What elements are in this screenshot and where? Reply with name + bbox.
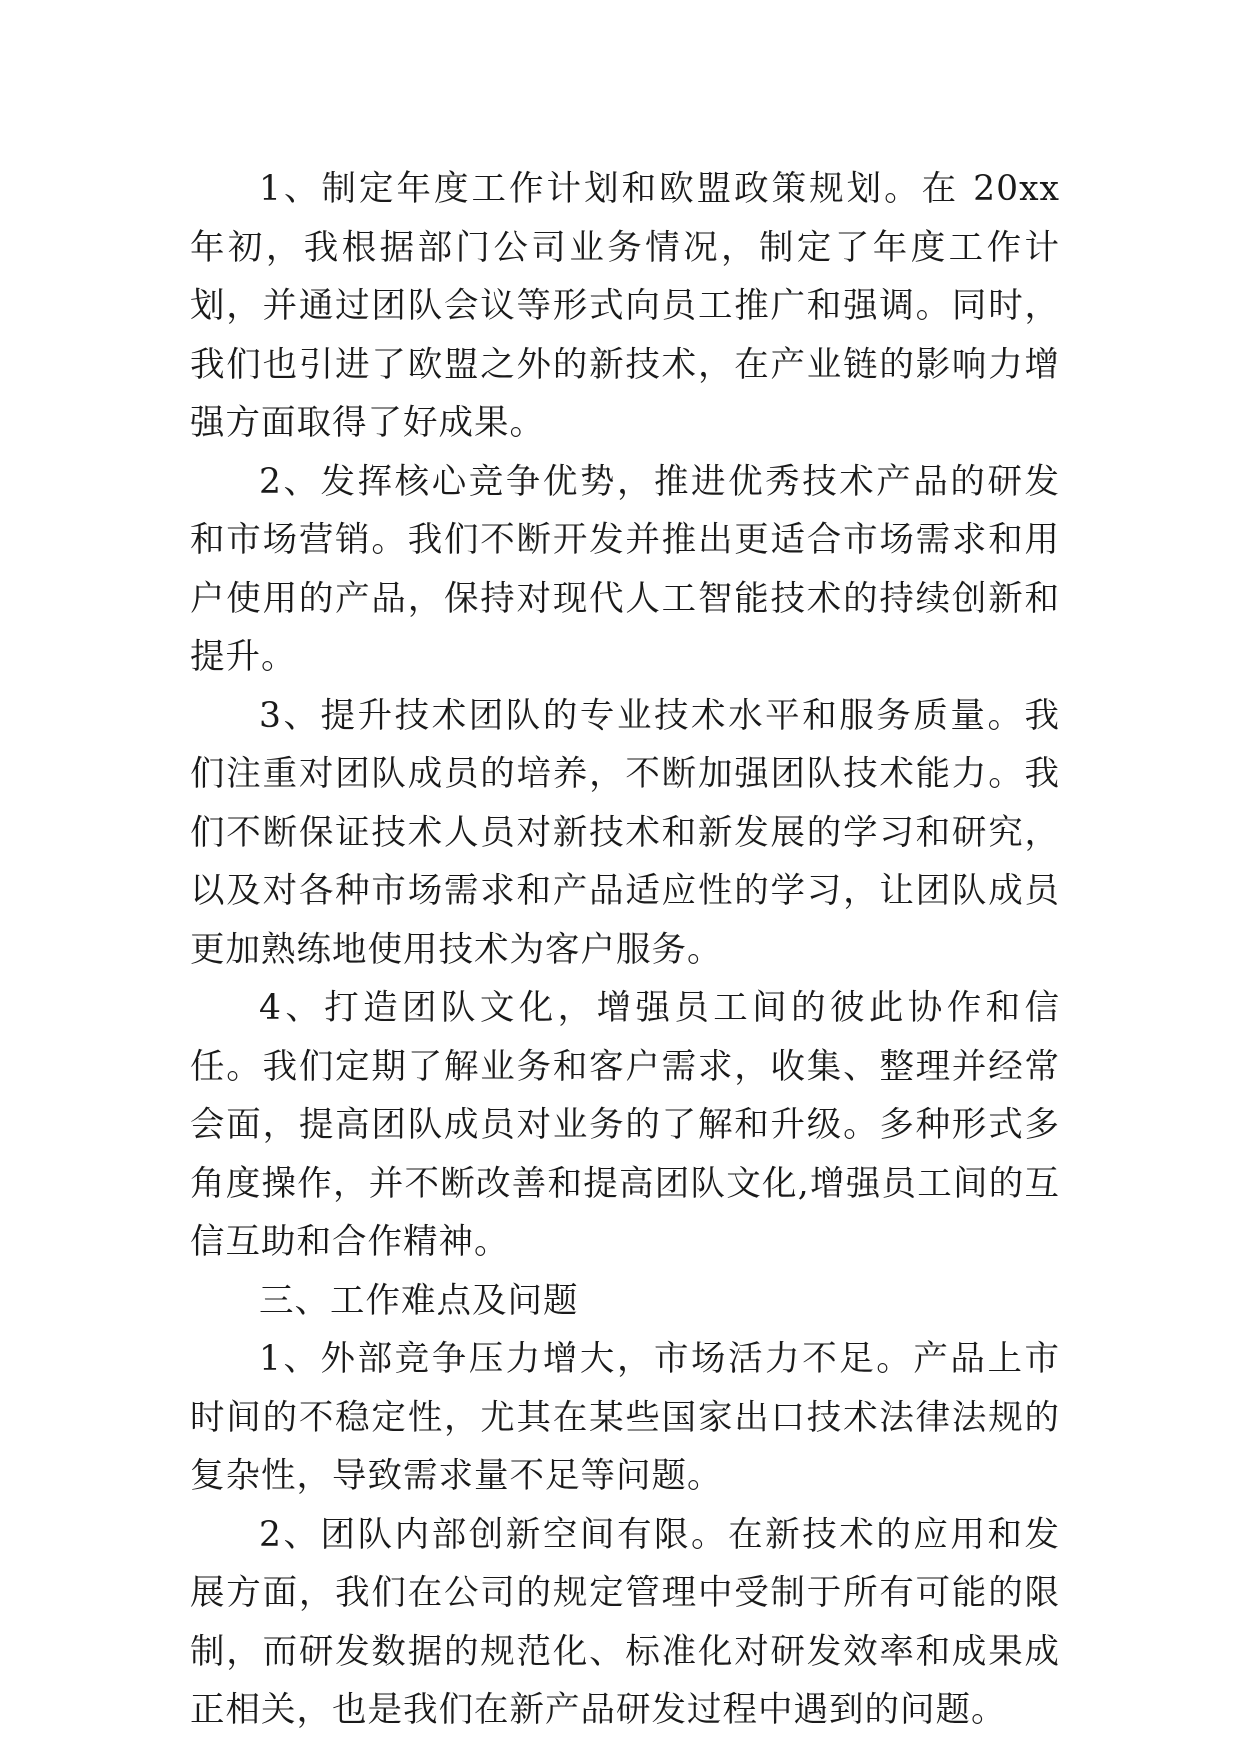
paragraph-plan: 1、制定年度工作计划和欧盟政策规划。在 20xx 年初，我根据部门公司业务情况，制定了年度工作计划，并通过团队会议等形式向员工推广和强调。同时，我们也引进了欧盟之外的新技术，在产业链的影响力增强方面取得了好成果。 bbox=[190, 169, 1060, 443]
paragraph-team-culture: 4、打造团队文化，增强员工间的彼此协作和信任。我们定期了解业务和客户需求，收集、整理并经常会面，提高团队成员对业务的了解和升级。多种形式多角度操作，并不断改善和提高团队文化,增强员工间的互信互助和合作精神。 bbox=[190, 988, 1060, 1262]
paragraph-team-skills: 3、提升技术团队的专业技术水平和服务质量。我们注重对团队成员的培养，不断加强团队技术能力。我们不断保证技术人员对新技术和新发展的学习和研究，以及对各种市场需求和产品适应性的学习，让团队成员更加熟练地使用技术为客户服务。 bbox=[190, 695, 1060, 970]
paragraph-innovation-limits: 2、团队内部创新空间有限。在新技术的应用和发展方面，我们在公司的规定管理中受制于所有可能的限制，而研发数据的规范化、标准化对研发效率和成果成正相关，也是我们在新产品研发过程中遇到的问题。 bbox=[190, 1514, 1060, 1730]
paragraph-competition: 2、发挥核心竞争优势，推进优秀技术产品的研发和市场营销。我们不断开发并推出更适合市场需求和用户使用的产品，保持对现代人工智能技术的持续创新和提升。 bbox=[190, 461, 1060, 677]
document-body bbox=[190, 160, 1060, 1740]
paragraph-external-pressure: 1、外部竞争压力增大，市场活力不足。产品上市时间的不稳定性，尤其在某些国家出口技术法律法规的复杂性，导致需求量不足等问题。 bbox=[190, 1339, 1060, 1496]
section-heading-difficulties: 三、工作难点及问题 bbox=[259, 1280, 579, 1321]
